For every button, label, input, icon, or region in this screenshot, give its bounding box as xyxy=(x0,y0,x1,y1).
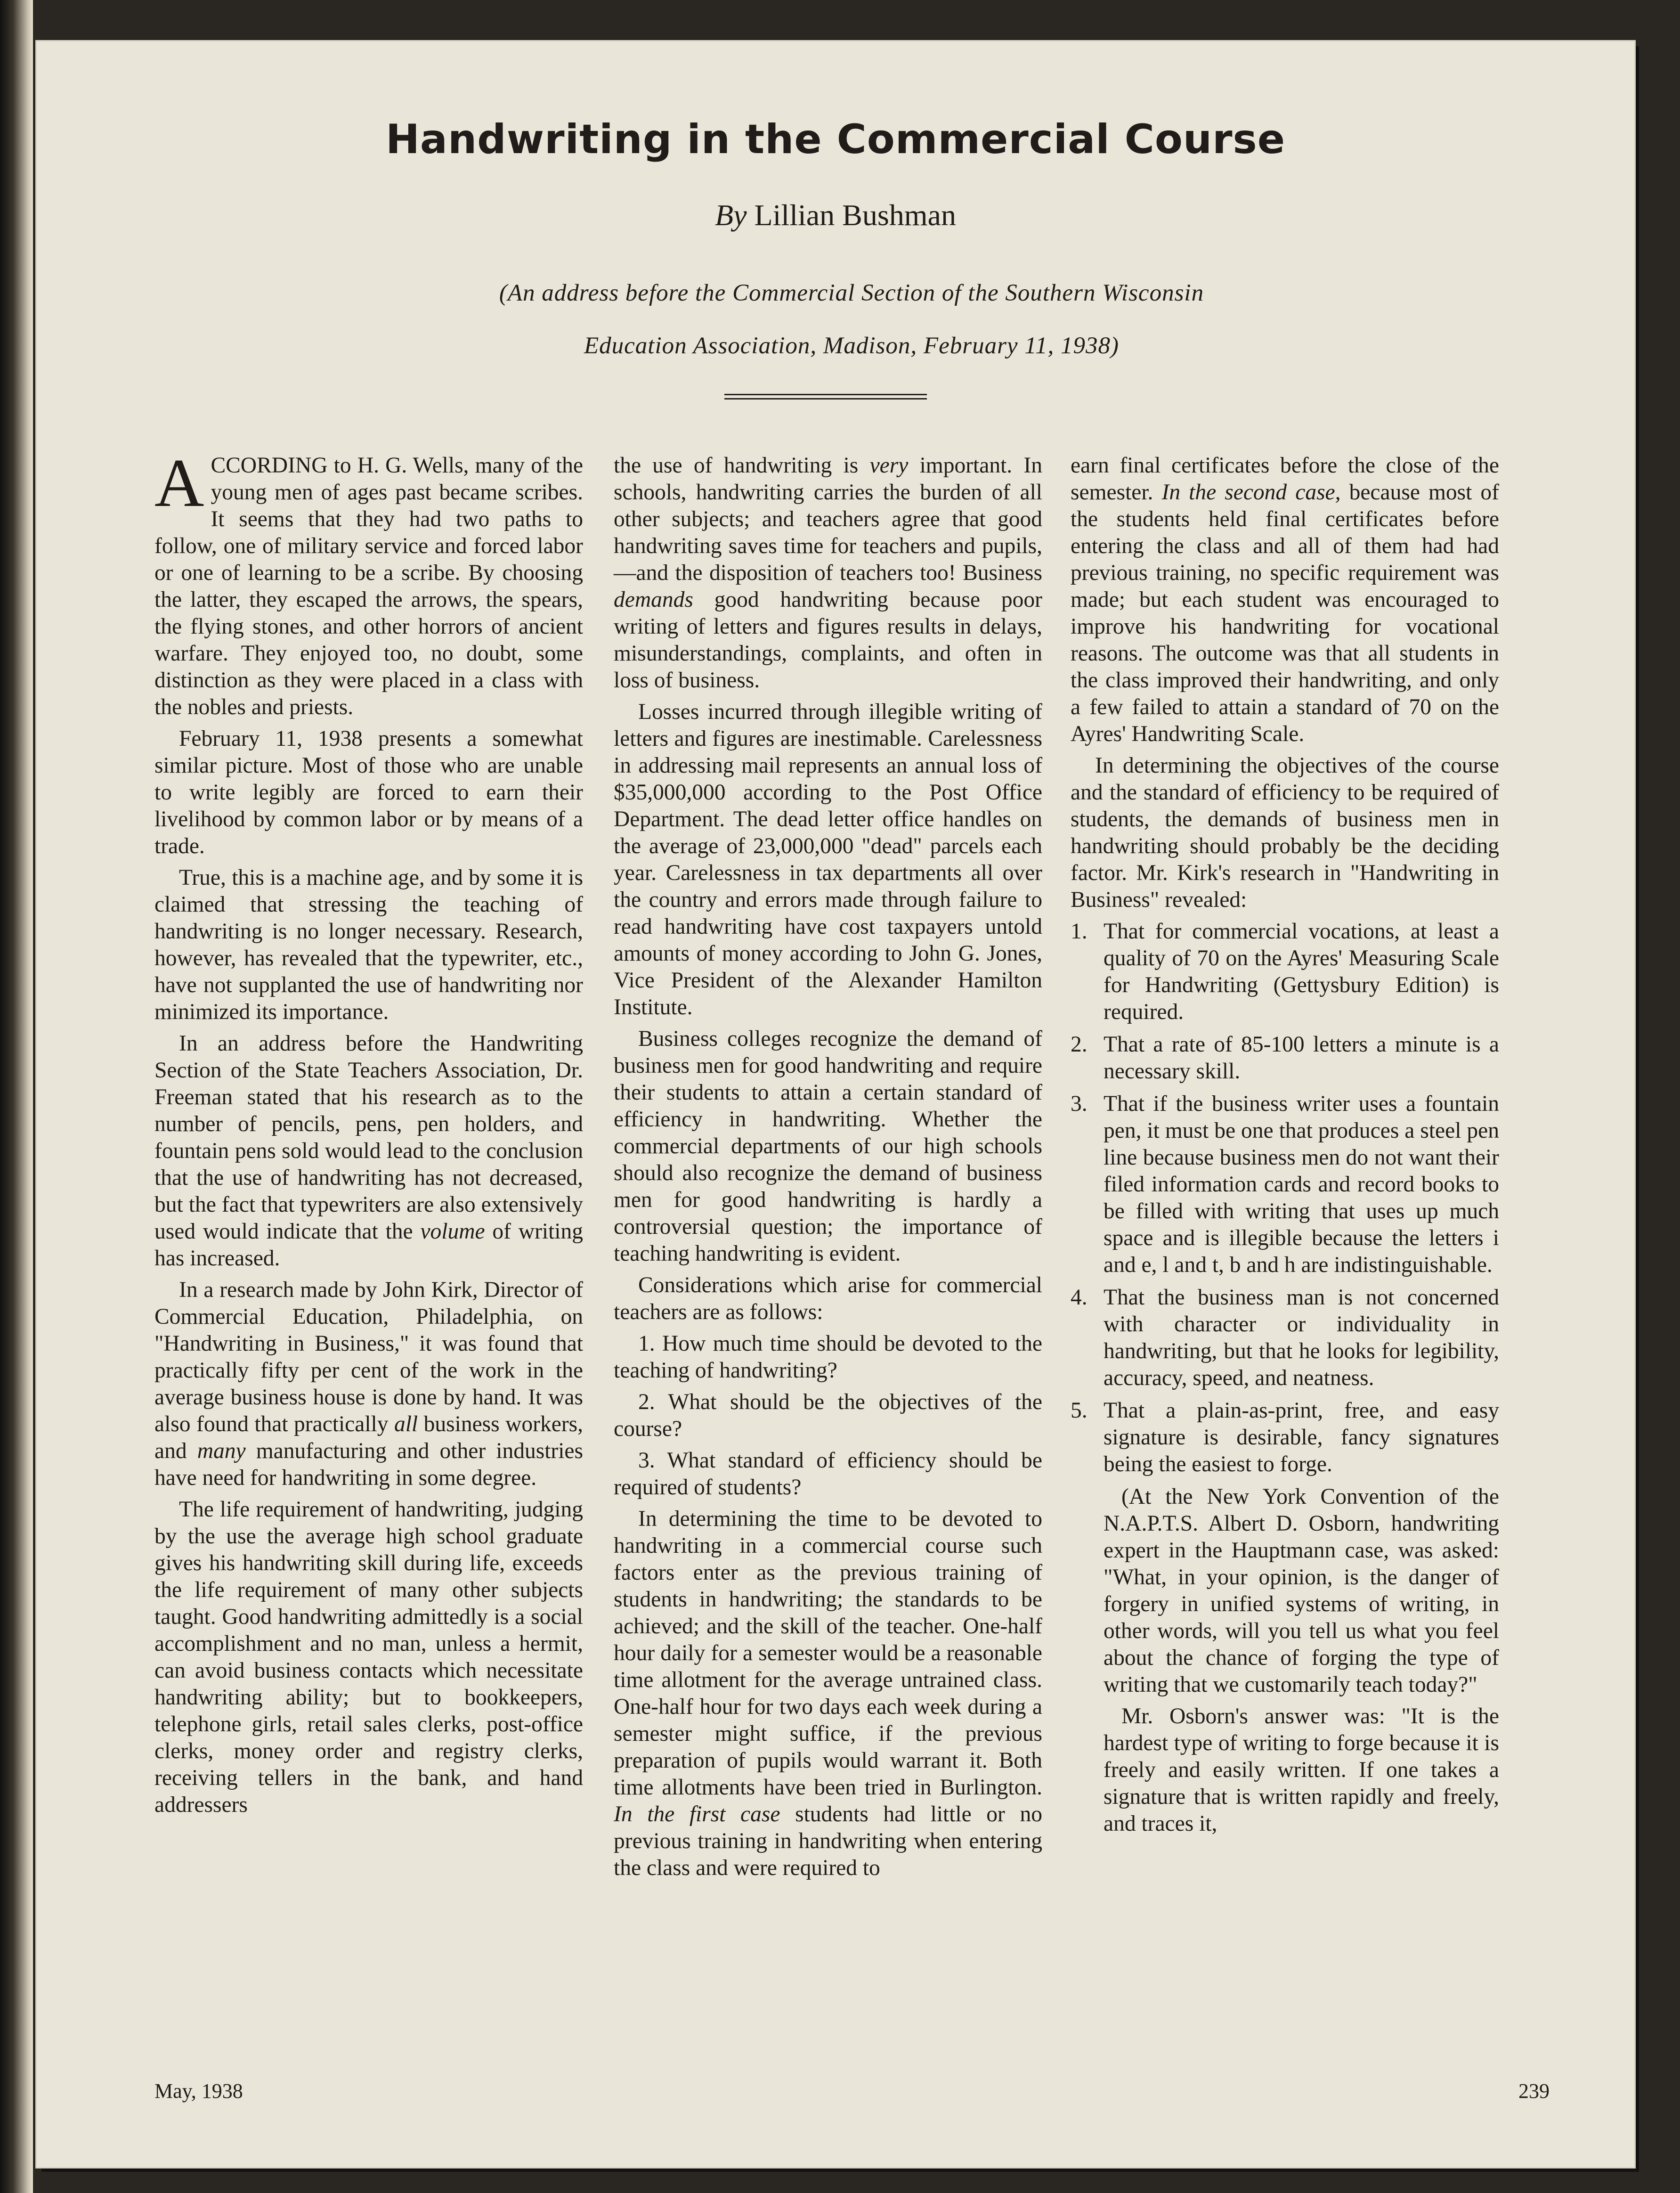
paragraph: In determining the objectives of the course and the standard of efficiency to be required of students, the demands of business men in handwriting should probably be the deciding factor. Mr. Kirk's research in "Handwriting in Business" revealed: xyxy=(1071,753,1499,912)
list-item: 1. That for commercial vocations, at least a quality of 70 on the Ayres' Measuring Scale for Handwriting (Gettysbury Edition) is required. xyxy=(1071,919,1499,1024)
question-item: 1. How much time should be devoted to the teaching of handwriting? xyxy=(614,1331,1042,1383)
list-item: 2. That a rate of 85-100 letters a minute is a necessary skill. xyxy=(1071,1032,1499,1084)
question-item: 2. What should be the objectives of the course? xyxy=(614,1390,1042,1441)
paragraph: the use of handwriting is very important. In schools, handwriting carries the burden of all other subjects; and teachers agree that good handwriting saves time for teachers and pupils,—and the disposition of teachers too! Business demands good handwriting because poor writing of letters and figures results in delays, misunderstandings, complaints, and often in loss of business. xyxy=(614,453,1042,693)
paragraph: Considerations which arise for commercial teachers are as follows: xyxy=(614,1273,1042,1324)
paragraph: In an address before the Handwriting Section of the State Teachers Association, Dr. Freeman stated that his research as to the number of pencils, pens, pen holders, and fountain pens sold would lead to the conclusion that the use of handwriting has not decreased, but the fact that typewriters are also extensively used would indicate that the volume of writing has increased. xyxy=(154,1031,583,1271)
list-item: 3. That if the business writer uses a fountain pen, it must be one that produces a steel pen line because business men do not want their filed information cards and record books to be filled with writing that uses up much space and is illegible because the letters i and e, l and t, b and h are indistinguishable. xyxy=(1071,1092,1499,1277)
article-title: Handwriting in the Commercial Course xyxy=(385,116,1286,163)
list-item: 4. That the business man is not concerned with character or individuality in handwriting, but that he looks for legibility, accuracy, speed, and neatness. xyxy=(1071,1285,1499,1390)
paragraph: In determining the time to be devoted to handwriting in a commercial course such factors enter as the previous training of students in handwriting; the standards to be achieved; and the skill of the teacher. One-half hour daily for a semester would be a reasonable time allotment for the average untrained class. One-half hour for two days each week during a semester might suffice, if the previous preparation of pupils would warrant it. Both time allotments have been tried in Burlington. In the first case students had little or no previous training in handwriting when entering the class and were required to xyxy=(614,1507,1043,1880)
paragraph: Losses incurred through illegible writing of letters and figures are inestimable. Carelessness in addressing mail represents an annual loss of $35,000,000 according to the Post Office Department. The dead letter office handles on the average of 23,000,000 "dead" parcels each year. Carelessness in tax departments all over the country and errors made through failure to read handwriting have cost taxpayers untold amounts of money according to John G. Jones, Vice President of the Alexander Hamilton Institute. xyxy=(614,700,1042,1019)
byline-by: By xyxy=(715,198,747,232)
page-number: 239 xyxy=(1518,2079,1550,2103)
list-item: 5. That a plain-as-print, free, and easy signature is desirable, fancy signatures being the easiest to forge. xyxy=(1071,1398,1499,1476)
title-divider xyxy=(724,394,927,399)
paragraph: ACCORDING to H. G. Wells, many of the young men of ages past became scribes. It seems that they had two paths to follow, one of military service and forced labor or one of learning to be a scribe. By choosing the latter, they escaped the arrows, the spears, the flying stones, and other horrors of ancient warfare. They enjoyed too, no doubt, some distinction as they were placed in a class with the nobles and priests. xyxy=(154,445,583,719)
drop-cap: A xyxy=(154,445,204,521)
subtitle-line-1: (An address before the Commercial Section of the Southern Wisconsin xyxy=(499,280,1204,306)
paragraph: In a research made by John Kirk, Director of Commercial Education, Philadelphia, on "Handwriting in Business," it was found that practically fifty per cent of the work in the average business house is done by hand. It was also found that practically all business workers, and many manufacturing and other industries have need for handwriting in some degree. xyxy=(154,1278,583,1490)
subtitle-line-2: Education Association, Madison, February 11, 1938) xyxy=(584,333,1120,359)
paragraph: (At the New York Convention of the N.A.P.T.S. Albert D. Osborn, handwriting expert in the Hauptmann case, was asked: "What, in your opinion, is the danger of forgery in unified systems of writing, in other words, will you tell us what you feel about the chance of forging the type of writing that we customarily teach today?" xyxy=(1104,1484,1499,1697)
paragraph: earn final certificates before the close of the semester. In the second case, because most of the students held final certificates before entering the class and all of them had had previous training, no specific requirement was made; but each student was encouraged to improve his handwriting for vocational reasons. The outcome was that all students in the class improved their handwriting, and only a few failed to attain a standard of 70 on the Ayres' Handwriting Scale. xyxy=(1071,453,1499,746)
paragraph: Business colleges recognize the demand of business men for good handwriting and require their students to attain a certain standard of efficiency in handwriting. Whether the commercial departments of our high schools should also recognize the demand of business men for good handwriting is hardly a controversial question; the importance of teaching handwriting is evident. xyxy=(614,1027,1042,1266)
author-name: Lillian Bushman xyxy=(754,198,956,232)
paragraph: True, this is a machine age, and by some it is claimed that stressing the teaching of handwriting is no longer necessary. Research, however, has revealed that the typewriter, etc., have not supplanted the use of handwriting nor minimized its importance. xyxy=(154,865,583,1024)
question-item: 3. What standard of efficiency should be required of students? xyxy=(614,1448,1042,1500)
journal-page xyxy=(37,41,1634,2167)
issue-date: May, 1938 xyxy=(154,2079,243,2103)
book-spine xyxy=(0,0,33,2193)
article-subtitle xyxy=(404,267,1299,372)
text-column-1 xyxy=(154,445,583,1823)
paragraph: Mr. Osborn's answer was: "It is the hardest type of writing to forge because it is freely and easily written. If one takes a signature that is written rapidly and freely, and traces it, xyxy=(1104,1704,1499,1836)
byline xyxy=(37,198,1634,233)
text-column-3 xyxy=(1071,452,1499,1842)
paragraph: The life requirement of handwriting, judging by the use the average high school graduate gives his handwriting skill during life, exceeds the life requirement of many other subjects taught. Good handwriting admittedly is a social accomplishment and no man, unless a hermit, can avoid business contacts which necessitate handwriting ability; but to bookkeepers, telephone girls, retail sales clerks, post-office clerks, money order and registry clerks, receiving tellers in the bank, and hand addressers xyxy=(154,1497,583,1817)
text-column-2 xyxy=(614,452,1042,1886)
paragraph: February 11, 1938 presents a somewhat similar picture. Most of those who are unable to write legibly are forced to earn their livelihood by common labor or by means of a trade. xyxy=(154,726,583,858)
